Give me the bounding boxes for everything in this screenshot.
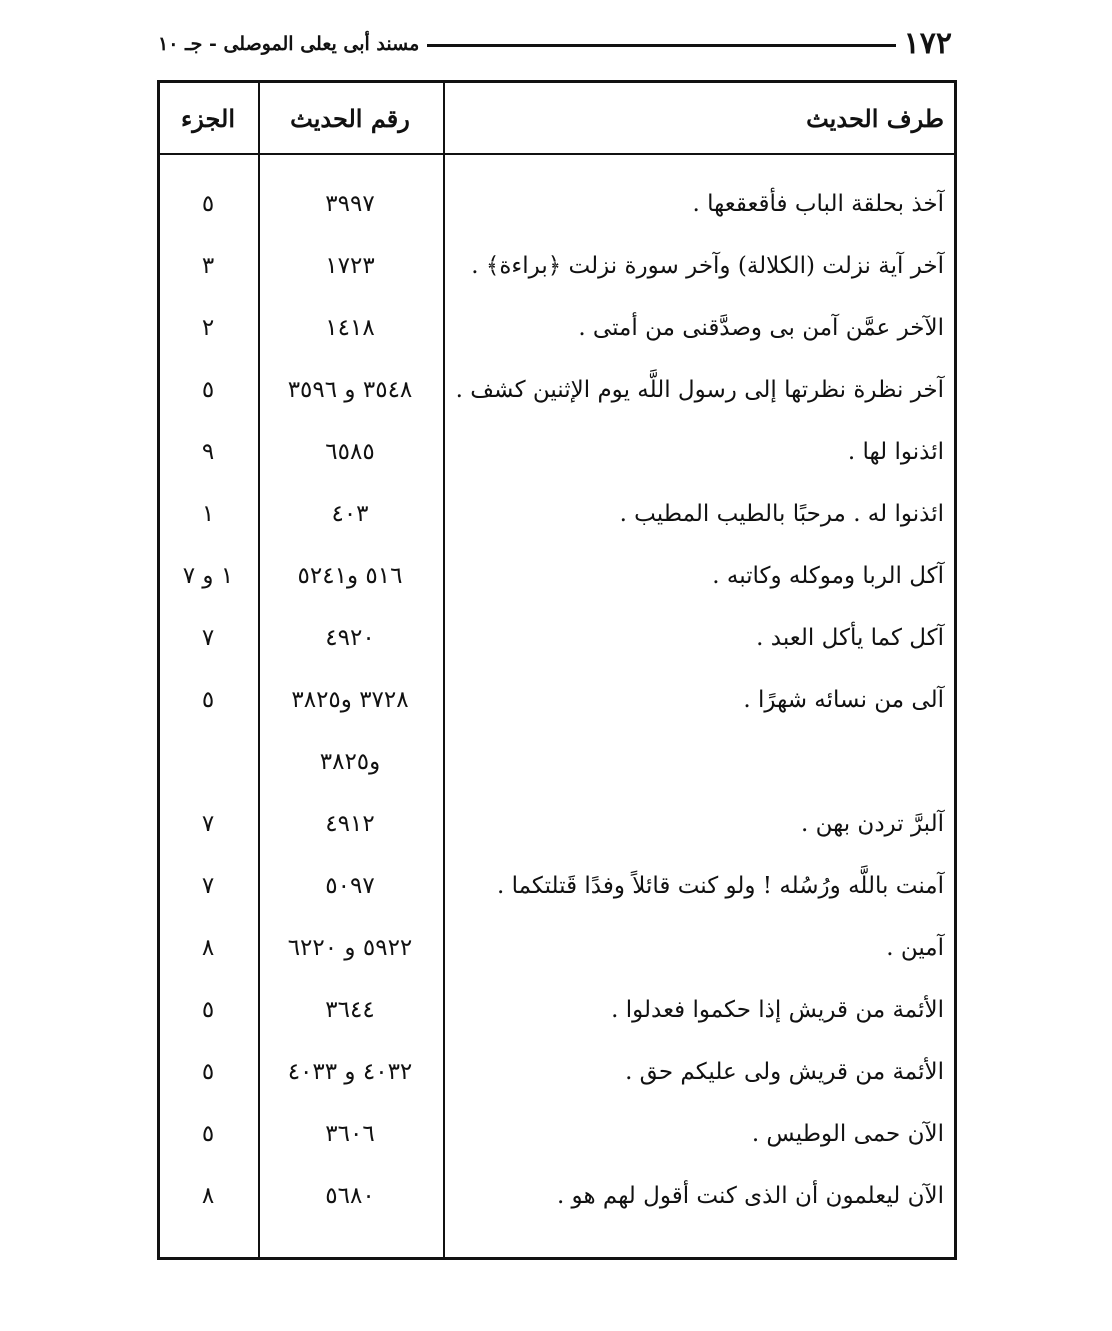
hadith-cell: آمنت باللَّه ورُسُله ! ولو كنت قائلاً وفدًا قَتلتكما .: [496, 873, 944, 899]
part-cell: ٨: [201, 1183, 215, 1209]
hadith-cell: آخر آية نزلت (الكلالة) وآخر سورة نزلت ﴿براءة﴾ .: [471, 253, 944, 279]
column-header-hadith: طرف الحديث: [806, 104, 944, 133]
part-cell: ٧: [201, 811, 215, 837]
hadith-number-cell: ٤٠٣٢ و ٤٠٣٣: [287, 1059, 413, 1085]
hadith-cell: الآن ليعلمون أن الذى كنت أقول لهم هو .: [556, 1183, 944, 1209]
hadith-cell: ائذنوا لها .: [847, 439, 944, 465]
part-cell: ١: [201, 501, 215, 527]
hadith-cell: الأئمة من قريش إذا حكموا فعدلوا .: [611, 997, 944, 1023]
hadith-number-cell: ١٤١٨: [325, 315, 375, 341]
hadith-cell: آمين .: [886, 935, 944, 961]
hadith-cell: الأئمة من قريش ولى عليكم حق .: [625, 1059, 944, 1085]
page-number: ١٧٢: [896, 22, 960, 66]
part-cell: ٢: [201, 315, 215, 341]
hadith-cell: آلبرَّ تردن بهن .: [800, 811, 944, 837]
part-cell: ٣: [201, 253, 215, 279]
column-divider-right: [443, 83, 445, 1257]
hadith-number-cell: ٤٠٣: [331, 501, 369, 527]
hadith-cell: ائذنوا له . مرحبًا بالطيب المطيب .: [619, 501, 944, 527]
part-cell: ٧: [201, 873, 215, 899]
column-header-part: الجزء: [181, 104, 235, 133]
part-cell: ١ و ٧: [182, 563, 234, 589]
hadith-number-cell: ٣٦٠٦: [325, 1121, 375, 1147]
book-title: مسند أبى يعلى الموصلى - جـ ١٠: [150, 22, 427, 66]
hadith-number-cell: ٤٩١٢: [325, 811, 375, 837]
hadith-cell: الآخر عمَّن آمن بى وصدَّقنى من أمتى .: [578, 315, 944, 341]
header-row-divider: [160, 153, 954, 155]
part-cell: ٥: [201, 687, 215, 713]
column-header-number: رقم الحديث: [290, 104, 410, 133]
part-cell: ٥: [201, 1121, 215, 1147]
part-cell: ٥: [201, 377, 215, 403]
hadith-cell: آكل كما يأكل العبد .: [756, 625, 944, 651]
hadith-number-cell: ٣٧٢٨ و٣٨٢٥: [291, 687, 409, 713]
hadith-number-cell: ٤٩٢٠: [325, 625, 375, 651]
hadith-number-cell: ٦٥٨٥: [325, 439, 375, 465]
hadith-number-cell: ٣٥٤٨ و ٣٥٩٦: [287, 377, 413, 403]
hadith-cell: الآن حمى الوطيس .: [751, 1121, 944, 1147]
hadith-index-table: [157, 80, 957, 1260]
hadith-cell: آكل الربا وموكله وكاتبه .: [712, 563, 944, 589]
hadith-number-cell: ٣٦٤٤: [325, 997, 375, 1023]
part-cell: ٩: [201, 439, 215, 465]
part-cell: ٥: [201, 1059, 215, 1085]
hadith-cell: آخر نظرة نظرتها إلى رسول اللَّه يوم الإثنين كشف .: [455, 377, 944, 403]
hadith-number-cell: ٣٩٩٧: [325, 191, 375, 217]
hadith-cell: آلى من نسائه شهرًا .: [743, 687, 944, 713]
part-cell: ٥: [201, 191, 215, 217]
hadith-number-cell: ٥١٦ و٥٢٤١: [297, 563, 403, 589]
hadith-number-cell: ٥٠٩٧: [325, 873, 375, 899]
hadith-number-cell: ٥٩٢٢ و ٦٢٢٠: [287, 935, 413, 961]
hadith-cell: آخذ بحلقة الباب فأقعقعها .: [692, 191, 944, 217]
hadith-number-cell: ١٧٢٣: [325, 253, 375, 279]
hadith-number-cell: ٥٦٨٠: [325, 1183, 375, 1209]
running-header: [150, 22, 960, 66]
part-cell: ٧: [201, 625, 215, 651]
hadith-number-cell: و٣٨٢٥: [319, 749, 381, 775]
part-cell: ٨: [201, 935, 215, 961]
part-cell: ٥: [201, 997, 215, 1023]
